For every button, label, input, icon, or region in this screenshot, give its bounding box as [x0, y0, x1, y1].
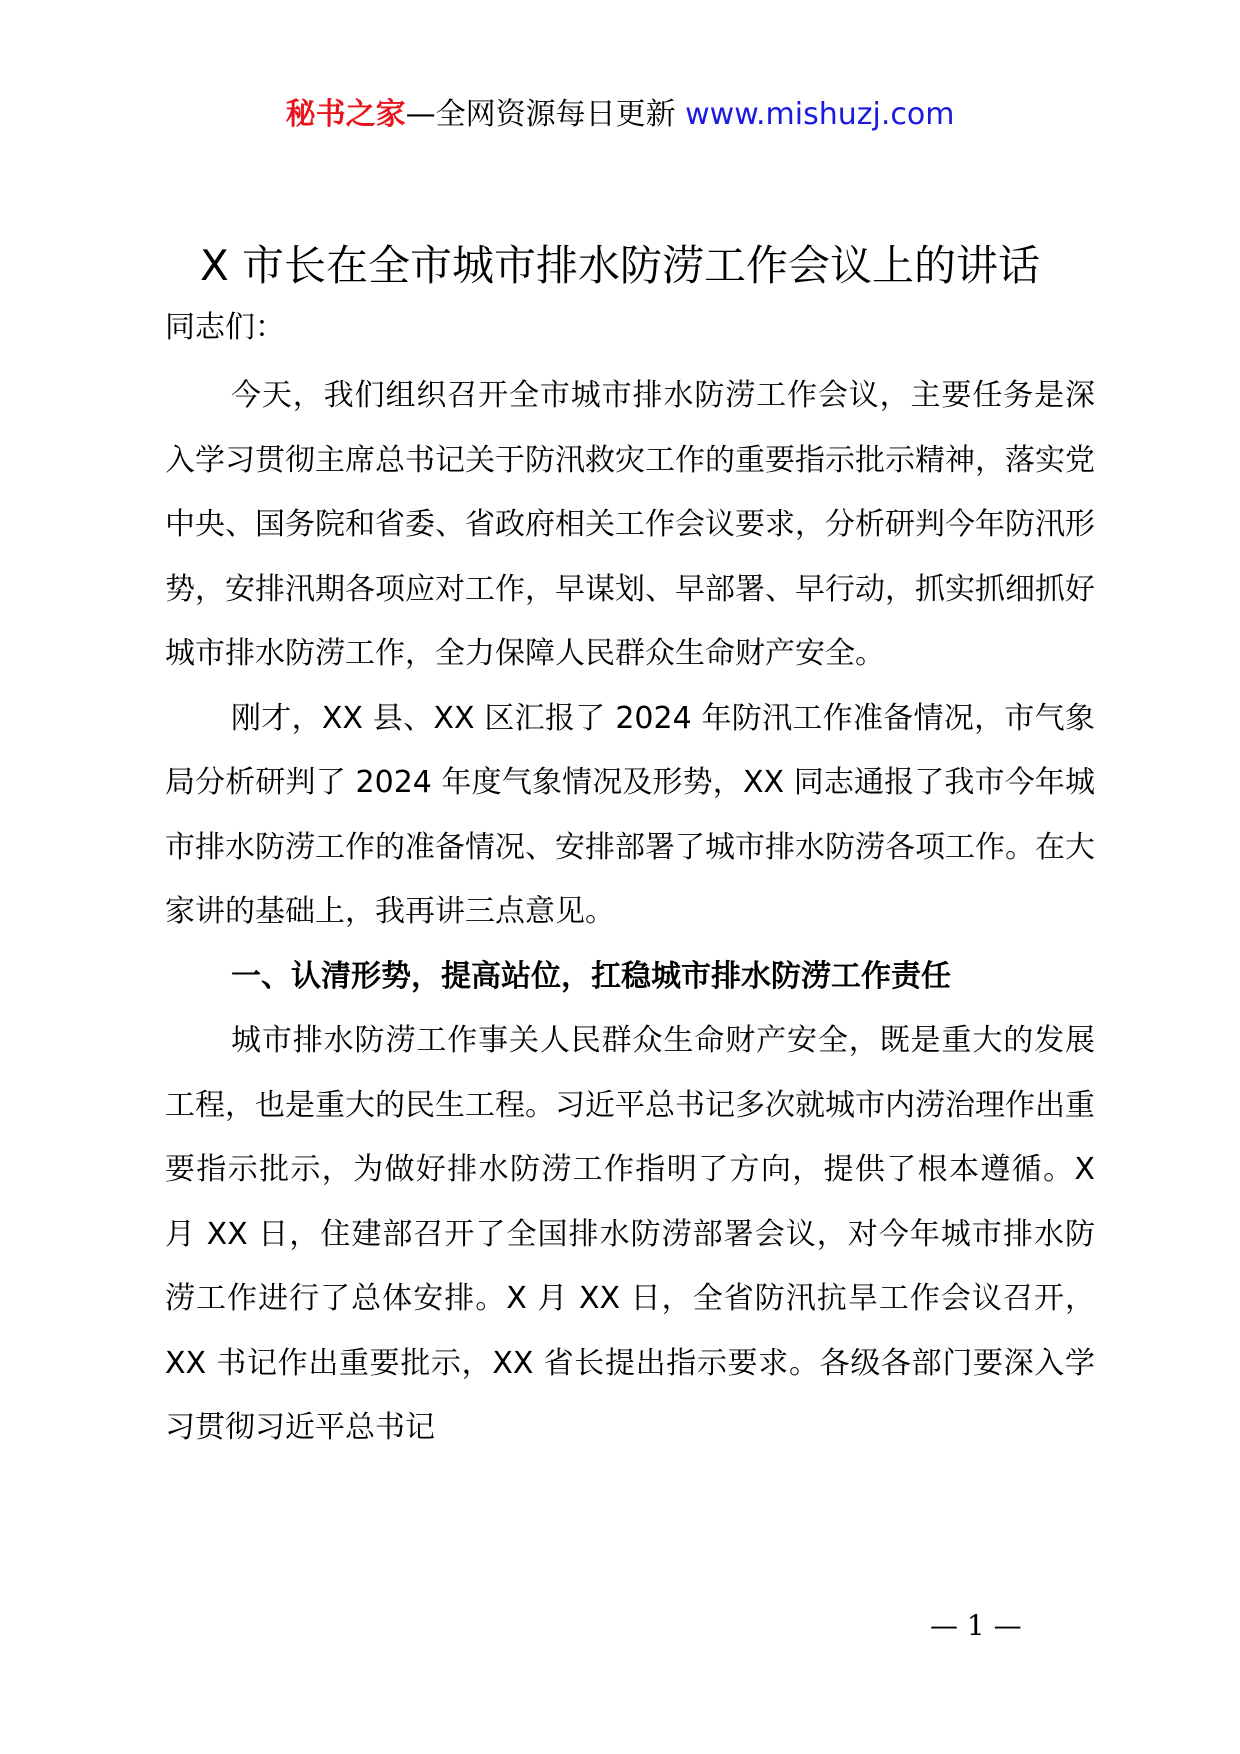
salutation: 同志们：: [165, 310, 285, 345]
paragraph-intro: 今天，我们组织召开全市城市排水防涝工作会议，主要任务是深入学习贯彻主席总书记关于防汛救灾工作的重要指示批示精神，落实党中央、国务院和省委、省政府相关工作会议要求，分析研判今年防汛形势，安排汛期各项应对工作，早谋划、早部署、早行动，抓实抓细抓好城市排水防涝工作，全力保障人民群众生命财产安全。: [165, 378, 1095, 671]
brand-name: 秘书之家: [285, 97, 406, 132]
site-header: [0, 95, 1240, 135]
header-tagline: —全网资源每日更新: [405, 97, 676, 132]
site-url-link[interactable]: www.mishuzj.com: [685, 97, 955, 132]
document-title: X 市长在全市城市排水防涝工作会议上的讲话: [199, 241, 1041, 290]
paragraph-reports: 刚才，XX 县、XX 区汇报了 2024 年防汛工作准备情况，市气象局分析研判了 2024 年度气象情况及形势，XX 同志通报了我市今年城市排水防涝工作的准备情况、安排部署了城市排水防涝各项工作。在大家讲的基础上，我再讲三点意见。: [165, 700, 1095, 929]
document-body: [165, 300, 1095, 1461]
section-heading: 一、认清形势，提高站位，扛稳城市排水防涝工作责任: [231, 958, 951, 994]
page-number: — 1 —: [930, 1609, 1022, 1642]
paragraph-section-one: 城市排水防涝工作事关人民群众生命财产安全，既是重大的发展工程，也是重大的民生工程。习近平总书记多次就城市内涝治理作出重要指示批示，为做好排水防涝工作指明了方向，提供了根本遵循。X 月 XX 日，住建部召开了全国排水防涝部署会议，对今年城市排水防涝工作进行了总体安排。X 月 XX 日，全省防汛抗旱工作会议召开，XX 书记作出重要批示，XX 省长提出指示要求。各级各部门要深入学习贯彻习近平总书记: [165, 1023, 1095, 1445]
